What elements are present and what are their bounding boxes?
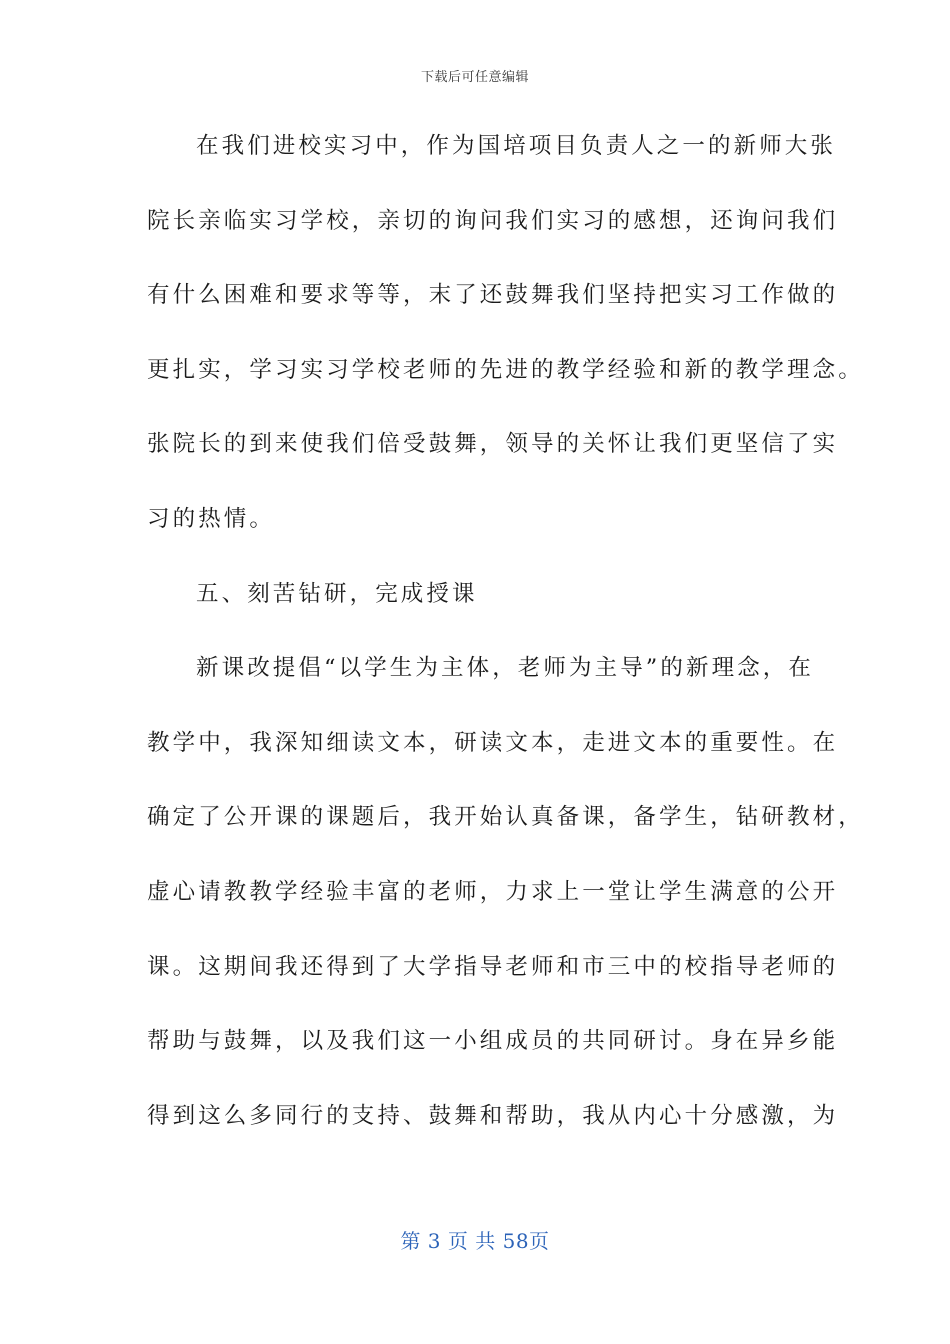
text-line: 课。这期间我还得到了大学指导老师和市三中的校指导老师的	[147, 953, 839, 980]
text-line: 教学中，我深知细读文本，研读文本，走进文本的重要性。在	[147, 729, 839, 756]
text-line: 习的热情。	[147, 505, 276, 532]
text-line: 院长亲临实习学校，亲切的询问我们实习的感想，还询问我们	[147, 207, 839, 234]
text-line: 确定了公开课的课题后，我开始认真备课，备学生，钻研教材，	[147, 804, 864, 831]
text-line: 帮助与鼓舞，以及我们这一小组成员的共同研讨。身在异乡能	[147, 1028, 839, 1055]
text-line: 新课改提倡“以学生为主体，老师为主导”的新理念，在	[196, 655, 815, 682]
document-body	[147, 119, 864, 1163]
text-line: 得到这么多同行的支持、鼓舞和帮助，我从内心十分感激，为	[147, 1102, 839, 1129]
text-line: 在我们进校实习中，作为国培项目负责人之一的新师大张	[196, 133, 837, 159]
text-line: 张院长的到来使我们倍受鼓舞，领导的关怀让我们更坚信了实	[147, 431, 839, 458]
text-line: 虚心请教教学经验丰富的老师，力求上一堂让学生满意的公开	[147, 878, 839, 905]
section-heading: 五、刻苦钻研，完成授课	[196, 580, 478, 607]
text-line: 更扎实，学习实习学校老师的先进的教学经验和新的教学理念。	[147, 356, 864, 383]
page-header-note: 下载后可任意编辑	[420, 70, 529, 85]
page-number-footer: 第 3 页 共 58页	[400, 1229, 550, 1253]
text-line: 有什么困难和要求等等，末了还鼓舞我们坚持把实习工作做的	[147, 282, 839, 309]
